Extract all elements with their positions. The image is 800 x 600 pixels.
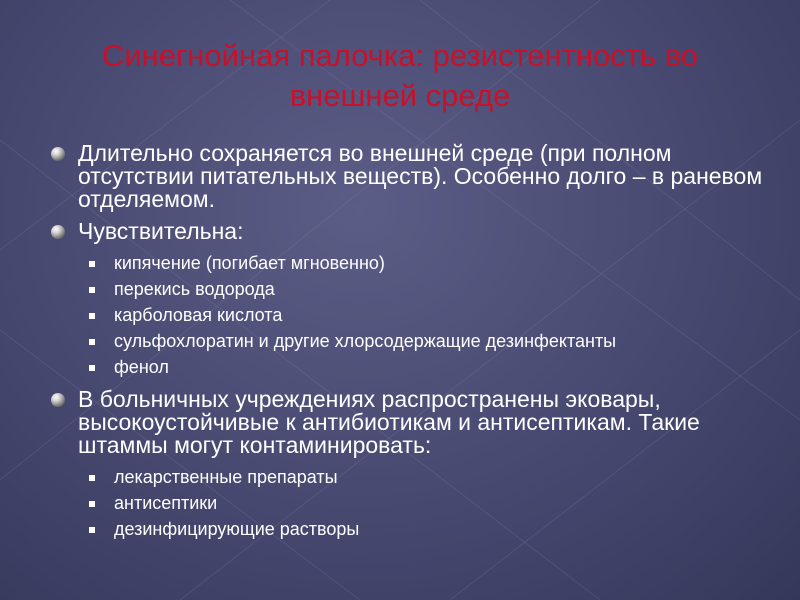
square-bullet-icon: [89, 475, 95, 481]
bullet-item-hospital-strains: [48, 388, 778, 457]
bullet-item-sensitivity: [48, 220, 778, 243]
sphere-bullet-icon: [51, 147, 65, 161]
bullet-text: Чувствительна:: [78, 218, 244, 244]
square-bullet-icon: [89, 261, 95, 267]
sensitivity-sublist: [48, 252, 778, 382]
sub-item: [48, 278, 778, 304]
sub-item: [48, 466, 778, 492]
sub-item: [48, 304, 778, 330]
sub-item-text: перекись водорода: [114, 279, 275, 299]
sphere-bullet-icon: [51, 225, 65, 239]
bullet-item-persistence: [48, 142, 778, 211]
sub-item: [48, 518, 778, 544]
bullet-list: [48, 142, 778, 550]
sub-item-text: антисептики: [114, 493, 218, 513]
sub-item: [48, 330, 778, 356]
slide-title: Синегнойная палочка: резистентность во внешней среде: [101, 38, 699, 113]
square-bullet-icon: [89, 339, 95, 345]
sub-item-text: фенол: [114, 357, 169, 377]
sub-item: [48, 492, 778, 518]
sub-item-text: кипячение (погибает мгновенно): [114, 253, 385, 273]
sub-item-text: сульфохлоратин и другие хлорсодержащие дезинфектанты: [114, 331, 617, 351]
square-bullet-icon: [89, 313, 95, 319]
sub-item-text: лекарственные препараты: [114, 467, 338, 487]
square-bullet-icon: [89, 527, 95, 533]
contamination-sublist: [48, 466, 778, 544]
square-bullet-icon: [89, 501, 95, 507]
sub-item: [48, 252, 778, 278]
bullet-text: В больничных учреждениях распространены эковары, высокоустойчивые к антибиотикам и антисептикам. Такие штаммы могут контаминировать:: [78, 386, 700, 458]
sub-item: [48, 356, 778, 382]
sub-item-text: дезинфицирующие растворы: [114, 519, 360, 539]
sphere-bullet-icon: [51, 393, 65, 407]
bullet-text: Длительно сохраняется во внешней среде (при полном отсутствии питательных веществ). Особенно долго – в раневом отделяемом.: [78, 140, 763, 212]
sub-item-text: карболовая кислота: [114, 305, 283, 325]
square-bullet-icon: [89, 287, 95, 293]
square-bullet-icon: [89, 365, 95, 371]
